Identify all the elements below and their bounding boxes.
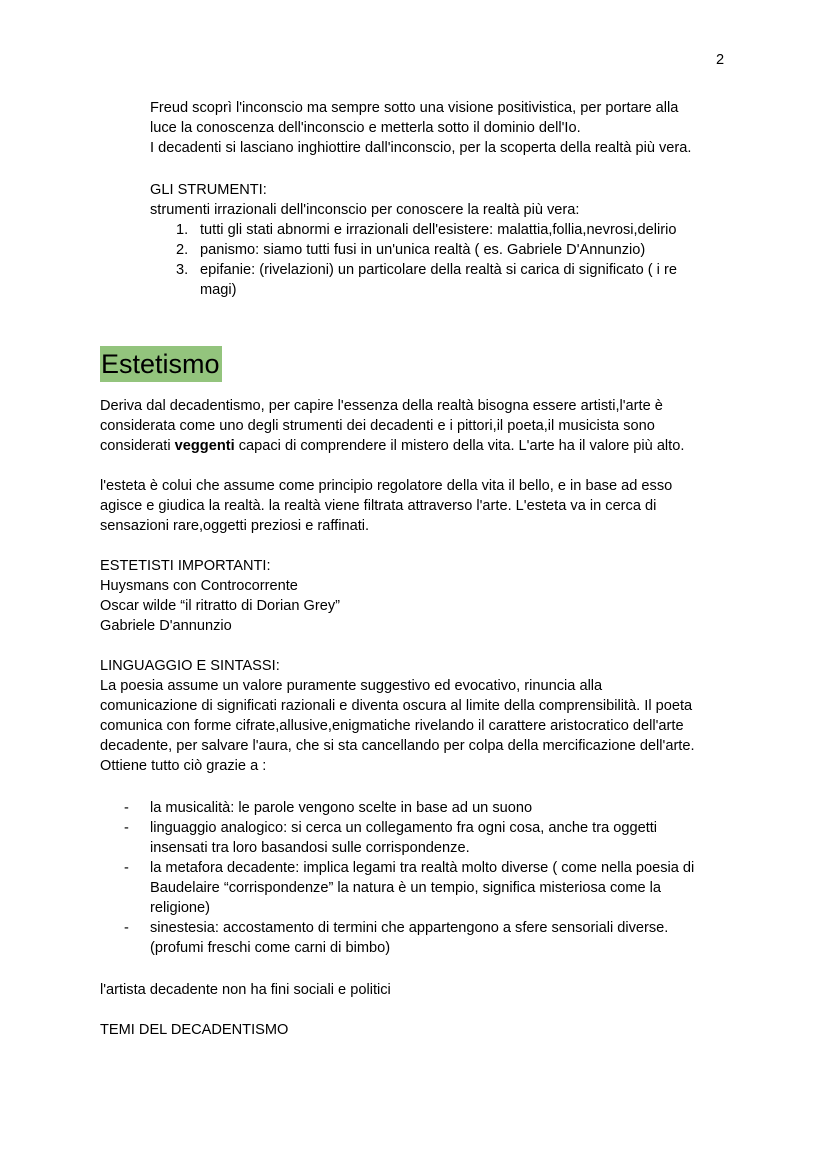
text-line: Freud scoprì l'inconscio ma sempre sotto una visione positivistica, per portare alla	[150, 100, 679, 116]
text-line	[100, 436, 740, 456]
text-line: I decadenti si lasciano inghiottire dall'inconscio, per la scoperta della realtà più vera.	[150, 140, 692, 156]
list-item-text: epifanie: (rivelazioni) un particolare della realtà si carica di significato ( i re	[200, 262, 677, 278]
text-line: luce la conoscenza dell'inconscio e metterla sotto il dominio dell'Io.	[150, 120, 581, 136]
text-line: decadente, per salvare l'aura, che si sta cancellando per colpa della mercificazione dell'arte.	[100, 738, 695, 754]
text-line: Oscar wilde “il ritratto di Dorian Grey”	[100, 598, 341, 614]
bullet-dash: -	[124, 800, 129, 816]
numbered-list	[150, 220, 750, 300]
text-line: comunicazione di significati razionali e diventa oscura al limite della comprensibilità. Il poeta	[100, 698, 693, 714]
bullet-dash: -	[124, 920, 129, 936]
closing-line: l'artista decadente non ha fini sociali e politici	[100, 982, 391, 998]
list-item	[150, 220, 750, 240]
list-item	[150, 240, 750, 260]
list-item	[100, 858, 740, 918]
list-item	[100, 818, 740, 858]
list-item-text: tutti gli stati abnormi e irrazionali dell'esistere: malattia,follia,nevrosi,delirio	[200, 222, 677, 238]
list-item	[150, 260, 750, 300]
bold-term: veggenti	[174, 438, 235, 454]
text-line: agisce e giudica la realtà. la realtà viene filtrata attraverso l'arte. L'esteta va in cerca di	[100, 498, 657, 514]
text-span: capaci di comprendere il mistero della vita. L'arte ha il valore più alto.	[234, 438, 685, 454]
list-item-text: linguaggio analogico: si cerca un collegamento fra ogni cosa, anche tra oggetti	[150, 820, 658, 836]
text-line: La poesia assume un valore puramente suggestivo ed evocativo, rinuncia alla	[100, 678, 603, 694]
list-item	[100, 918, 740, 958]
text-line: Gabriele D'annunzio	[100, 618, 232, 634]
text-line: l'esteta è colui che assume come principio regolatore della vita il bello, e in base ad esso	[100, 478, 673, 494]
linguaggio-section	[100, 656, 740, 776]
intro-paragraph	[150, 98, 750, 158]
text-span: considerati	[100, 438, 175, 454]
list-item	[100, 798, 740, 818]
heading-estetismo: Estetismo	[100, 346, 222, 382]
list-number: 1.	[176, 222, 189, 238]
section-title: GLI STRUMENTI:	[150, 182, 267, 198]
section-subtitle: strumenti irrazionali dell'inconscio per conoscere la realtà più vera:	[150, 202, 580, 218]
text-line: comunica con forme cifrate,allusive,enigmatiche rivelando il carattere aristocratico dell'arte	[100, 718, 684, 734]
list-item-text: (profumi freschi come carni di bimbo)	[150, 940, 391, 956]
temi-title: TEMI DEL DECADENTISMO	[100, 1022, 289, 1038]
text-line: considerata come uno degli strumenti dei decadenti e i pittori,il poeta,il musicista sono	[100, 418, 655, 434]
bullet-section	[100, 798, 740, 958]
strumenti-section	[150, 180, 750, 300]
estetisti-section	[100, 556, 740, 636]
text-line: sensazioni rare,oggetti preziosi e raffinati.	[100, 518, 370, 534]
bullet-dash: -	[124, 860, 129, 876]
bullet-list	[100, 798, 740, 958]
list-item-text: sinestesia: accostamento di termini che appartengono a sfere sensoriali diverse.	[150, 920, 669, 936]
text-line: Ottiene tutto ciò grazie a :	[100, 758, 267, 774]
list-item-text: magi)	[200, 282, 237, 298]
list-item-text: la musicalità: le parole vengono scelte in base ad un suono	[150, 800, 533, 816]
list-item-text: Baudelaire “corrispondenze” la natura è un tempio, significa misteriosa come la	[150, 880, 662, 896]
list-item-text: religione)	[150, 900, 211, 916]
section-title: LINGUAGGIO E SINTASSI:	[100, 658, 280, 674]
bullet-dash: -	[124, 820, 129, 836]
list-item-text: la metafora decadente: implica legami tra realtà molto diverse ( come nella poesia di	[150, 860, 695, 876]
section-title: ESTETISTI IMPORTANTI:	[100, 558, 271, 574]
list-item-text: insensati tra loro basandosi sulle corrispondenze.	[150, 840, 470, 856]
list-number: 2.	[176, 242, 189, 258]
list-item-text: panismo: siamo tutti fusi in un'unica realtà ( es. Gabriele D'Annunzio)	[200, 242, 646, 258]
text-line: Deriva dal decadentismo, per capire l'essenza della realtà bisogna essere artisti,l'arte è	[100, 398, 663, 414]
page-number: 2	[716, 52, 725, 68]
list-number: 3.	[176, 262, 189, 278]
paragraph-estetismo	[100, 396, 740, 456]
paragraph-esteta	[100, 476, 740, 536]
text-line: Huysmans con Controcorrente	[100, 578, 298, 594]
